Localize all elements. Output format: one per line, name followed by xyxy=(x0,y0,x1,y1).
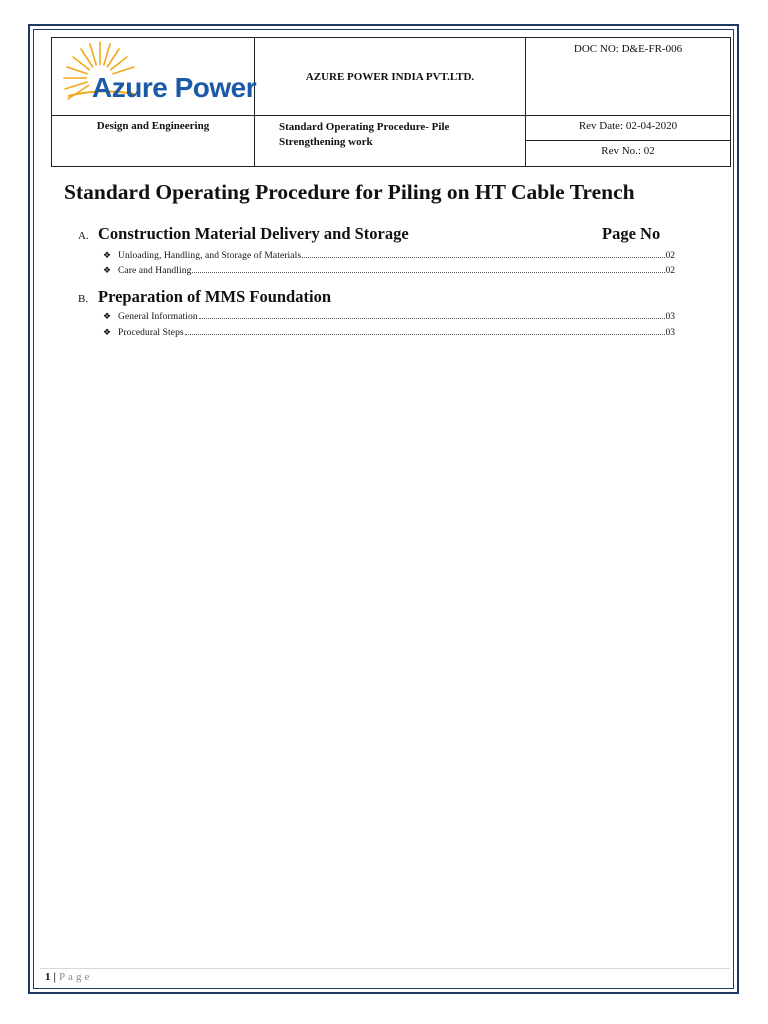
document-title: Standard Operating Procedure for Piling on HT Cable Trench xyxy=(64,180,635,204)
footer-page-number: 1 xyxy=(45,971,51,983)
page-border-inner xyxy=(33,29,734,989)
page-footer xyxy=(45,971,92,983)
footer-divider xyxy=(40,968,730,969)
rev-number: Rev No.: 02 xyxy=(526,141,731,167)
diamond-bullet-icon: ❖ xyxy=(103,250,112,260)
section-a-title: Construction Material Delivery and Storage xyxy=(98,224,409,243)
toc-item-page: 02 xyxy=(665,251,675,261)
company-logo xyxy=(60,38,257,112)
toc-leader-dots xyxy=(302,256,664,258)
diamond-bullet-icon: ❖ xyxy=(103,327,112,337)
toc-leader-dots xyxy=(192,271,664,273)
toc-item-label: Procedural Steps xyxy=(118,328,184,338)
section-b-title: Preparation of MMS Foundation xyxy=(98,287,331,306)
toc-item-label: General Information xyxy=(118,312,198,322)
logo-text: Azure Power xyxy=(92,72,257,103)
doc-number: DOC NO: D&E-FR-006 xyxy=(526,38,731,116)
toc-item-page: 03 xyxy=(665,312,675,322)
section-b-heading xyxy=(78,287,331,307)
diamond-bullet-icon: ❖ xyxy=(103,265,112,275)
toc-item[interactable] xyxy=(103,265,675,276)
department-name: Design and Engineering xyxy=(52,116,255,167)
toc-item-label: Unloading, Handling, and Storage of Materials xyxy=(118,251,302,261)
rev-date: Rev Date: 02-04-2020 xyxy=(526,116,731,141)
toc-item[interactable] xyxy=(103,250,675,261)
footer-page-label: Page xyxy=(58,971,93,983)
logo-cell xyxy=(52,38,255,116)
toc-item[interactable] xyxy=(103,311,675,322)
sop-title: Standard Operating Procedure- Pile Strengthening work xyxy=(255,116,526,167)
company-name: AZURE POWER INDIA PVT.LTD. xyxy=(255,38,526,116)
toc-item-label: Care and Handling xyxy=(118,266,192,276)
toc-leader-dots xyxy=(185,333,665,335)
toc-item-page: 02 xyxy=(665,266,675,276)
section-b-letter: B. xyxy=(78,293,89,305)
toc-item[interactable] xyxy=(103,327,675,338)
diamond-bullet-icon: ❖ xyxy=(103,311,112,321)
page-no-label: Page No xyxy=(602,224,661,243)
toc-leader-dots xyxy=(199,317,665,319)
footer-separator: | xyxy=(53,971,56,983)
document-header-table xyxy=(51,37,731,167)
toc-item-page: 03 xyxy=(665,328,675,338)
section-a-letter: A. xyxy=(78,230,89,242)
section-a-heading xyxy=(78,224,409,244)
